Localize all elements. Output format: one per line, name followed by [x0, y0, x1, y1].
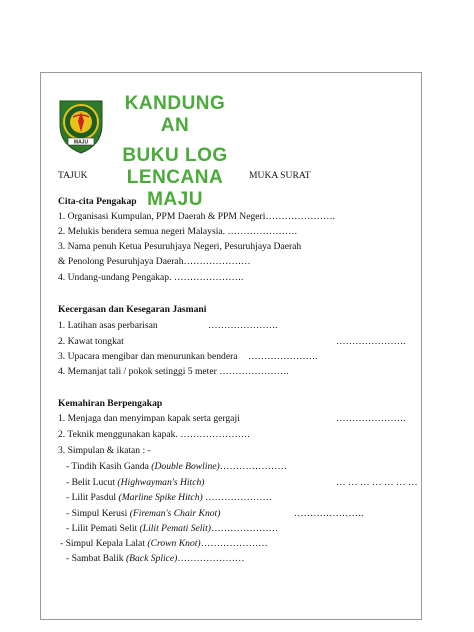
- list-item: 3. Upacara mengibar dan menurunkan bendera: [58, 351, 238, 362]
- knot-item: - Belit Lucut (Highwayman's Hitch): [66, 477, 205, 488]
- knot-item: - Lilit Pasdul (Marline Spike Hitch) …………………: [66, 492, 273, 503]
- knot-item: - Sambat Balik (Back Splice)…………………: [66, 553, 245, 564]
- list-item-dots: ………………….: [336, 413, 406, 424]
- title-line-1: KANDUNG: [124, 93, 226, 114]
- list-item: 2. Kawat tongkat: [58, 336, 124, 347]
- list-item-dots: ………………….: [248, 351, 318, 362]
- list-item-dots: ………………….: [294, 508, 364, 519]
- header-muka-surat: MUKA SURAT: [249, 170, 311, 181]
- list-item: 1. Organisasi Kumpulan, PPM Daerah & PPM Negeri………………….: [58, 211, 335, 222]
- header-tajuk: TAJUK: [58, 170, 88, 181]
- list-item: 3. Simpulan & ikatan : -: [58, 445, 151, 456]
- logo-banner-text: MAJU: [73, 139, 89, 146]
- list-item: 1. Menjaga dan menyimpan kapak serta gergaji: [58, 413, 240, 424]
- title-line-4: LENCANA: [126, 167, 224, 188]
- list-item-dots: ………………….: [336, 336, 406, 347]
- list-item: & Penolong Pesuruhjaya Daerah…………………: [58, 256, 251, 267]
- list-item: 1. Latihan asas perbarisan: [58, 320, 158, 331]
- list-item: 4. Memanjat tali / pokok setinggi 5 meter ………………….: [58, 366, 289, 377]
- list-item-dots: … … … … … … …: [336, 477, 418, 488]
- scout-crest-icon: [56, 95, 106, 155]
- knot-item: - Simpul Kerusi (Fireman's Chair Knot): [66, 508, 221, 519]
- section-title-cita: Cita-cita Pengakap: [58, 196, 137, 207]
- title-line-2: AN: [160, 115, 190, 136]
- list-item: 2. Melukis bendera semua negeri Malaysia. ………………….: [58, 226, 297, 237]
- knot-item: - Lilit Pemati Selit (Lilit Pemati Selit)…………………: [66, 523, 279, 534]
- title-line-3: BUKU LOG: [122, 145, 228, 166]
- list-item: 4. Undang-undang Pengakap. ………………….: [58, 272, 244, 283]
- list-item-dots: ………………….: [208, 320, 278, 331]
- section-title-kecergasan: Kecergasan dan Kesegaran Jasmani: [58, 304, 207, 315]
- list-item: 2. Teknik menggunakan kapak. ………………….: [58, 429, 250, 440]
- knot-item: - Simpul Kepala Lalat (Crown Knot)…………………: [60, 538, 268, 549]
- knot-item: - Tindih Kasih Ganda (Double Bowline)…………………: [66, 461, 287, 472]
- section-title-kemahiran: Kemahiran Berpengakap: [58, 398, 163, 409]
- page-title: [110, 93, 240, 211]
- list-item: 3. Nama penuh Ketua Pesuruhjaya Negeri, Pesuruhjaya Daerah: [58, 241, 302, 252]
- title-line-5: MAJU: [147, 189, 203, 210]
